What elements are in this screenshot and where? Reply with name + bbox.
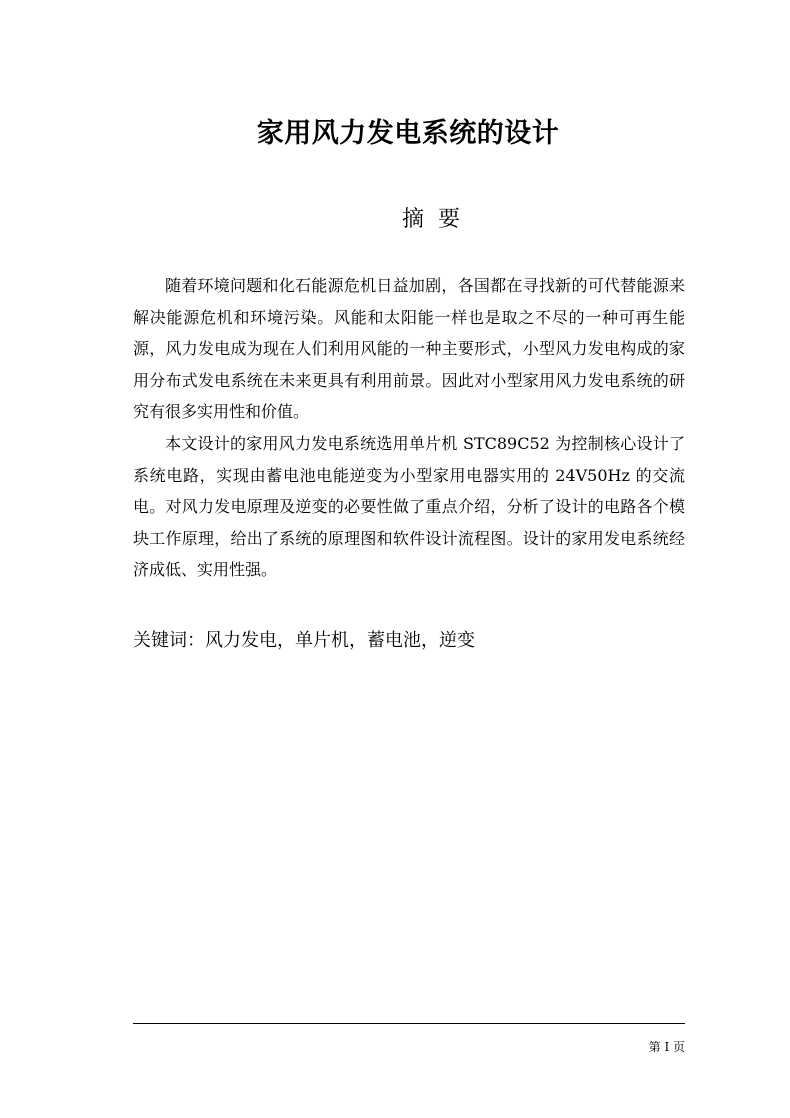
document-title: 家用风力发电系统的设计: [256, 118, 560, 149]
footer-divider: [133, 1023, 685, 1024]
page-number: 第 I 页: [648, 1040, 685, 1054]
abstract-paragraph-2: 本文设计的家用风力发电系统选用单片机 STC89C52 为控制核心设计了系统电路，实现由蓄电池电能逆变为小型家用电器实用的 24V50Hz 的交流电。对风力发电原理及逆变的必要性做了重点介绍，分析了设计的电路各个模块工作原理，给出了系统的原理图和软件设计流程图。设计的家用发电系统经济成低、实用性强。: [133, 434, 685, 579]
abstract-heading: 摘要: [401, 207, 474, 232]
keywords-line: 关键词：风力发电，单片机，蓄电池，逆变: [133, 630, 475, 651]
abstract-paragraph-1: 随着环境问题和化石能源危机日益加剧，各国都在寻找新的可代替能源来解决能源危机和环境污染。风能和太阳能一样也是取之不尽的一种可再生能源，风力发电成为现在人们利用风能的一种主要形式，小型风力发电构成的家用分布式发电系统在未来更具有利用前景。因此对小型家用风力发电系统的研究有很多实用性和价值。: [133, 276, 685, 421]
